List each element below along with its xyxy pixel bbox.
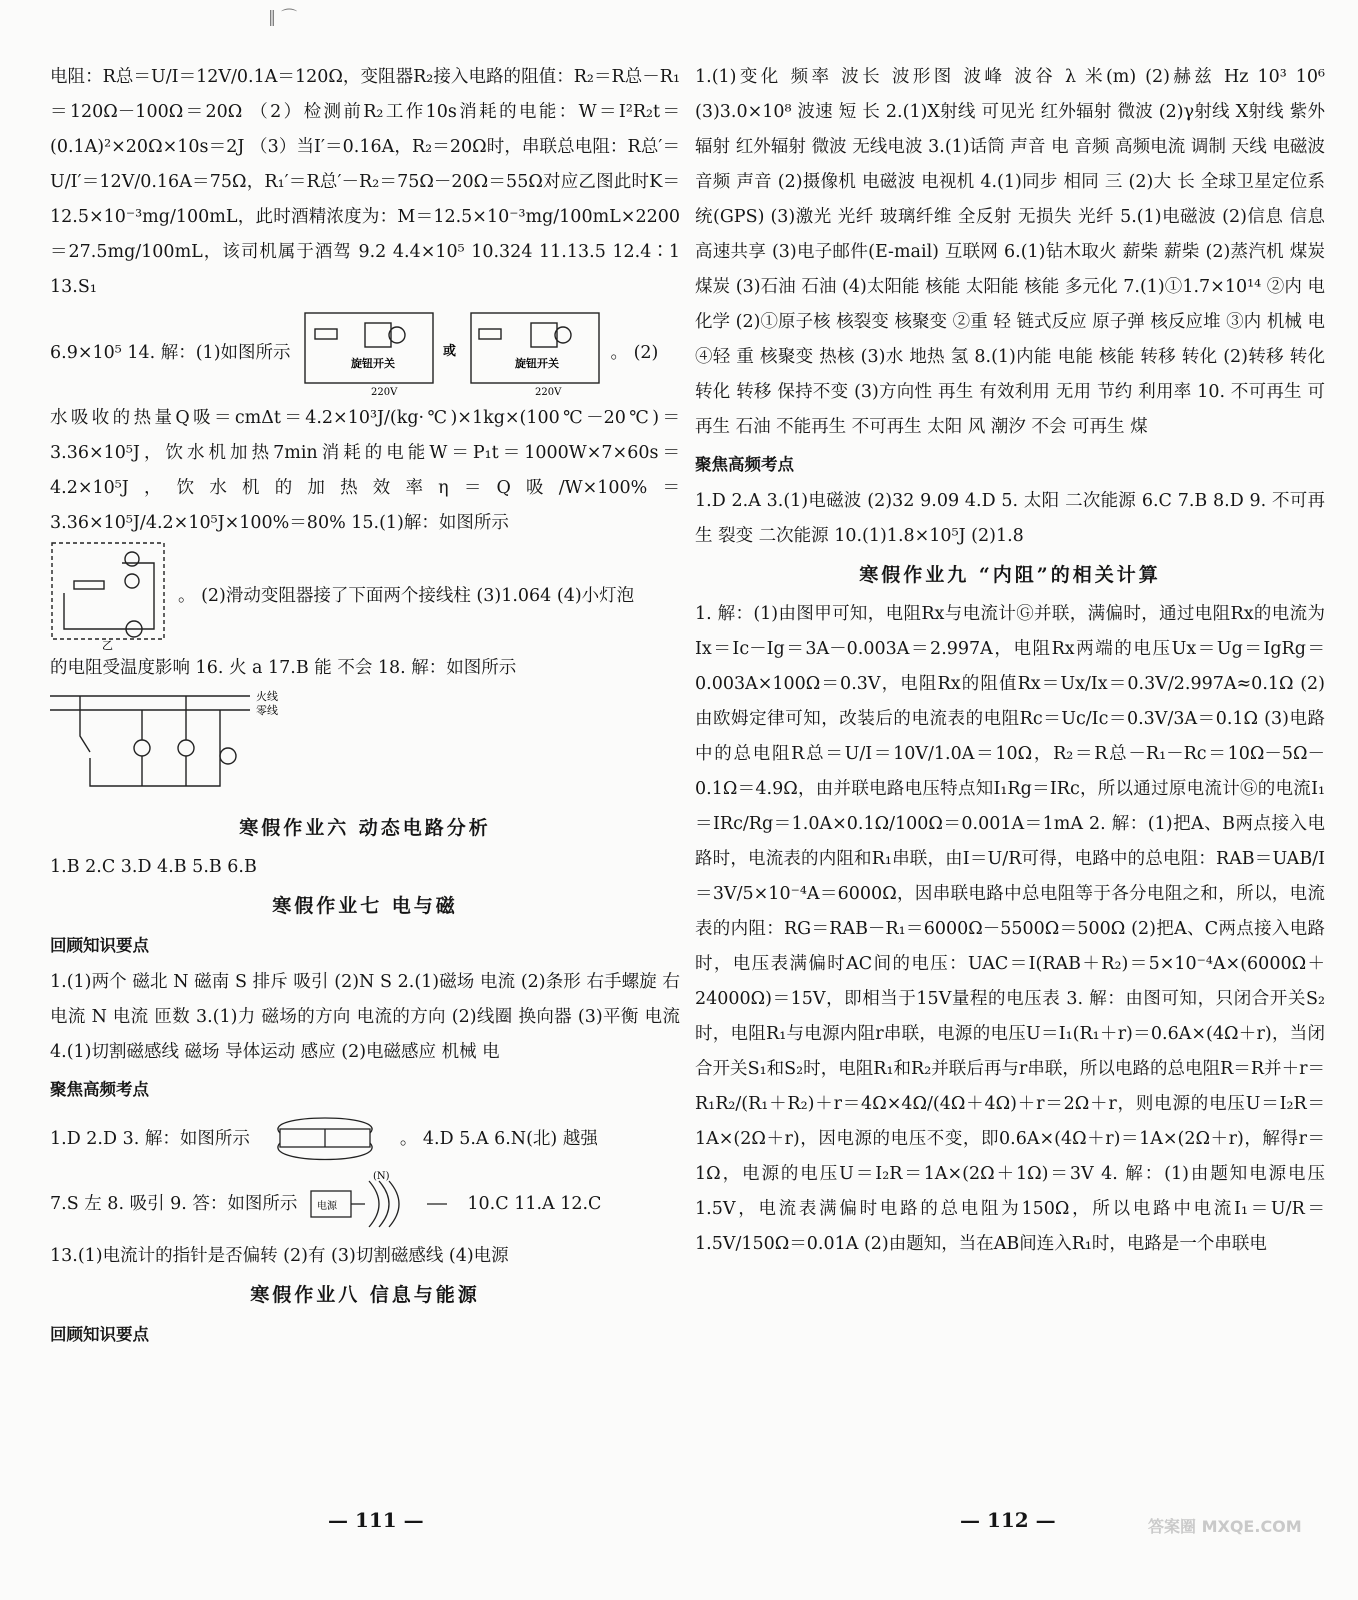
q14-suffix: 。 (2) <box>610 342 659 363</box>
answers-9: 1. 解：(1)由图甲可知，电阻Rx与电流计Ⓖ并联，满偏时，通过电阻Rx的电流为Ix＝Ic－Ig＝3A－0.003A＝2.997A，电阻Rx两端的电压Ux＝Ug＝IgRg＝0.003A×100Ω＝0.3V，电阻Rx的阻值Rx＝Ux/Ix＝0.3V/2.997A≈0.1Ω (2)由欧姆定律可知，改装后的电流表的电阻Rc＝Uc/Ic＝0.3V/3A＝0.1Ω (3)电路中的总电阻R总＝U/I＝10V/1.0A＝10Ω，R₂＝R总－R₁－Rc＝10Ω－5Ω－0.1Ω＝4.9Ω，由并联电路电压特点知I₁Rg＝IRc，所以通过原电流计Ⓖ的电流I₁＝IRc/Rg＝1.0A×0.1Ω/100Ω＝0.001A＝1mA 2. 解：(1)把A、B两点接入电路时，电流表的内阻和R₁串联，由I＝U/R可得，电路中的总电阻：RAB＝UAB/I＝3V/5×10⁻⁴A＝6000Ω，因串联电路中总电阻等于各分电阻之和，所以，电流表的内阻：RG＝RAB－R₁＝6000Ω－5500Ω＝500Ω (2)把A、C两点接入电路时，电压表满偏时AC间的电压：UAC＝I(RAB＋R₂)＝5×10⁻⁴A×(6000Ω＋24000Ω)＝15V，即相当于15V量程的电压表 3. 解：由图可知，只闭合开关S₂时，电阻R₁与电源内阻r串联，电源的电压U＝I₁(R₁＋r)＝0.6A×(4Ω＋r)，当闭合开关S₁和S₂时，电阻R₁和R₂并联后再与r串联，所以电路的总电阻R＝R并＋r＝R₁R₂/(R₁＋R₂)＋r＝4Ω×4Ω/(4Ω＋4Ω)＋r＝2Ω＋r，则电源的电压U＝I₂R＝1A×(2Ω＋r)，因电源的电压不变，即0.6A×(4Ω＋r)＝1A×(2Ω＋r)，解得r＝1Ω，电源的电压U＝I₂R＝1A×(2Ω＋1Ω)＝3V 4. 解：(1)由题知电源电压1.5V，电流表满偏时电路的总电阻为150Ω，所以电路中电流I₁＝U/R＝1.5V/150Ω＝0.01A (2)由题知，当在AB间连入R₁时，电路是一个串联电 <box>695 604 1325 1254</box>
review-7: 1.(1)两个 磁北 N 磁南 S 排斥 吸引 (2)N S 2.(1)磁场 电流 (2)条形 右手螺旋 右 电流 N 电流 匝数 3.(1)力 磁场的方向 电流的方向 (2)线圈 换向器 (3)平衡 电流 4.(1)切割磁感线 磁场 导体运动 感应 (2)电磁感应 机械 电 <box>50 972 680 1062</box>
right-column <box>695 60 1325 1262</box>
q14-voltage-2: 220V <box>534 387 561 398</box>
focus7-c: 7.S 左 8. 吸引 9. 答：如图所示 <box>50 1193 298 1214</box>
left-paragraph-1: 电阻：R总＝U/I＝12V/0.1A＝120Ω，变阻器R₂接入电路的阻值：R₂＝R总－R₁＝120Ω－100Ω＝20Ω （2）检测前R₂工作10s消耗的电能：W＝I²R₂t＝(0.1A)²×20Ω×10s＝2J （3）当I′＝0.16A，R₂＝20Ω时，串联总电阻：R总′＝U/I′＝12V/0.16A＝75Ω，R₁′＝R总′－R₂＝75Ω－20Ω＝55Ω对应乙图此时K＝12.5×10⁻³mg/100mL，此时酒精浓度为：M＝12.5×10⁻³mg/100mL×2200＝27.5mg/100mL，该司机属于酒驾 9.2 4.4×10⁵ 10.324 11.13.5 12.4∶1 13.S₁ <box>50 67 680 297</box>
q14-voltage-1: 220V <box>370 387 397 398</box>
q18-neutral-line: 零线 <box>256 704 278 717</box>
page-number-right: — 112 — <box>960 1508 1056 1532</box>
q14-knob-label-2: 旋钮开关 <box>514 357 559 370</box>
review-heading-8: 回顾知识要点 <box>50 1325 149 1344</box>
focus7-row-2 <box>50 1169 680 1239</box>
focus7-e: 13.(1)电流计的指针是否偏转 (2)有 (3)切割磁感线 (4)电源 <box>50 1246 509 1266</box>
answers-6: 1.B 2.C 3.D 4.B 5.B 6.B <box>50 857 257 877</box>
q14-prefix: 6.9×10⁵ 14. 解：(1)如图所示 <box>50 342 291 363</box>
left-column <box>50 60 680 1354</box>
focus-heading-8: 聚焦高频考点 <box>695 455 794 474</box>
page-number-left: — 111 — <box>328 1508 424 1532</box>
q14-knob-label-1: 旋钮开关 <box>350 357 395 370</box>
q14-circuit-figure <box>301 305 601 401</box>
focus7-a: 1.D 2.D 3. 解：如图所示 <box>50 1128 250 1149</box>
solenoid-power-label: 电源 <box>317 1201 338 1212</box>
left-paragraph-2: 水吸收的热量Q吸＝cmΔt＝4.2×10³J/(kg·℃)×1kg×(100℃－20℃)＝3.36×10⁵J，饮水机加热7min消耗的电能W＝P₁t＝1000W×7×60s＝4.2×10⁵J，饮水机的加热效率η＝Q吸/W×100%＝3.36×10⁵J/4.2×10⁵J×100%＝80% 15.(1)解：如图所示 <box>50 408 680 533</box>
section-title-9: 寒假作业九 “内阻”的相关计算 <box>859 564 1161 586</box>
section-title-8: 寒假作业八 信息与能源 <box>250 1284 480 1306</box>
solenoid-n-label: (N) <box>373 1171 390 1182</box>
q18-fire-line: 火线 <box>256 690 278 703</box>
q15-fig-label: 乙 <box>102 639 113 651</box>
magnet-field-figure <box>260 1109 390 1169</box>
solenoid-figure <box>307 1169 457 1239</box>
focus-heading-7: 聚焦高频考点 <box>50 1080 149 1099</box>
q14-row <box>50 305 680 401</box>
q14-or: 或 <box>442 344 456 359</box>
focus-8: 1.D 2.A 3.(1)电磁波 (2)32 9.09 4.D 5. 太阳 二次能源 6.C 7.B 8.D 9. 不可再生 裂变 二次能源 10.(1)1.8×10⁵J (2)1.8 <box>695 491 1325 546</box>
q15-circuit-figure <box>50 541 168 651</box>
focus7-b: 。 4.D 5.A 6.N(北) 越强 <box>399 1128 598 1149</box>
top-scan-mark: ‖ ⌒ <box>268 7 298 26</box>
focus7-d: 10.C 11.A 12.C <box>467 1193 602 1214</box>
q15-text: 。 (2)滑动变阻器接了下面两个接线柱 (3)1.064 (4)小灯泡 <box>178 585 635 606</box>
watermark: 答案圈 MXQE.COM <box>1148 1517 1302 1536</box>
section-title-6: 寒假作业六 动态电路分析 <box>239 817 491 839</box>
review-heading-7: 回顾知识要点 <box>50 936 149 955</box>
review-8: 1.(1)变化 频率 波长 波形图 波峰 波谷 λ 米(m) (2)赫兹 Hz 10³ 10⁶ (3)3.0×10⁸ 波速 短 长 2.(1)X射线 可见光 红外辐射 微波 (2)γ射线 X射线 紫外辐射 红外辐射 微波 无线电波 3.(1)话筒 声音 电 音频 高频电流 调制 天线 电磁波 音频 声音 (2)摄像机 电磁波 电视机 4.(1)同步 相同 三 (2)大 长 全球卫星定位系统(GPS) (3)激光 光纤 玻璃纤维 全反射 无损失 光纤 5.(1)电磁波 (2)信息 信息 高速共享 (3)电子邮件(E-mail) 互联网 6.(1)钻木取火 薪柴 薪柴 (2)蒸汽机 煤炭 煤炭 (3)石油 石油 (4)太阳能 核能 太阳能 核能 多元化 7.(1)①1.7×10¹⁴ ②内 电 化学 (2)①原子核 核裂变 核聚变 ②重 轻 链式反应 原子弹 核反应堆 ③内 机械 电 ④轻 重 核聚变 热核 (3)水 地热 氢 8.(1)内能 电能 核能 转移 转化 (2)转移 转化 转化 转移 保持不变 (3)方向性 再生 有效利用 无用 节约 利用率 10. 不可再生 可再生 石油 不能再生 不可再生 太阳 风 潮汐 不会 可再生 煤 <box>695 67 1325 437</box>
q18-circuit-figure <box>50 686 310 794</box>
section-title-7: 寒假作业七 电与磁 <box>272 895 458 917</box>
left-paragraph-3: 的电阻受温度影响 16. 火 a 17.B 能 不会 18. 解：如图所示 <box>50 658 517 678</box>
focus7-row-1 <box>50 1109 680 1169</box>
q15-row <box>50 541 680 651</box>
